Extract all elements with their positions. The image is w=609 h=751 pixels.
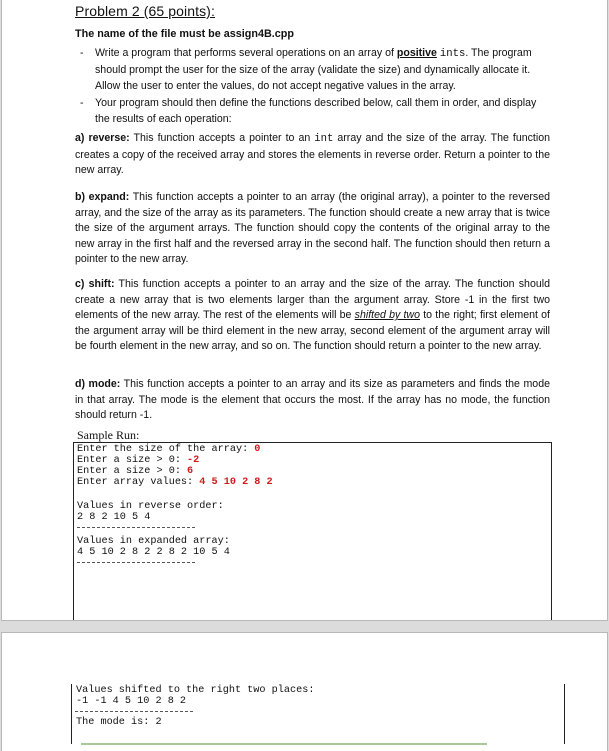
separator — [77, 527, 195, 528]
requirements-list — [80, 45, 550, 127]
reverse-description: a) reverse: This function accepts a pointer to an int array and the size of the array. The function creates a copy of the received array and stores the elements in reverse order. Return a pointer to the new array. — [75, 132, 550, 176]
mode-description: d) mode: This function accepts a pointer to an array and its size as parameters and finds the mode in that array. The mode is the element that occurs the most. If the array has no mode, the function should return -1. — [75, 378, 550, 421]
console-line: Enter array values: 4 5 10 2 8 2 — [77, 477, 273, 488]
bullet-item: - Your program should then define the functions described below, call them in order, and display the results of each operation: — [80, 96, 537, 125]
console-line: The mode is: 2 — [76, 717, 162, 728]
console-line: 4 5 10 2 8 2 2 8 2 10 5 4 — [77, 547, 230, 558]
problem-title: Problem 2 (65 points): — [75, 3, 215, 19]
shift-description: c) shift: This function accepts a pointer to an array and the size of the array. The function should create a new array that is two elements larger than the argument array. Store -1 in the first two elements of the new array. The rest of the elements will be shifted by two to the right; first element of the argument array will be third element in the new array, second element of the argument array will be fourth element in the new array, and so on. The function should return a pointer to the new array. — [75, 278, 550, 352]
sample-run-label: Sample Run: — [77, 428, 140, 442]
bullet-dash-icon: - — [80, 96, 84, 109]
console-line: Enter a size > 0: 6 — [77, 466, 194, 477]
console-line: Enter a size > 0: -2 — [77, 455, 200, 466]
console-line: Enter the size of the array: 0 — [77, 444, 261, 455]
separator — [77, 562, 195, 563]
bullet-dash-icon: - — [80, 47, 84, 59]
bullet-item: - Write a program that performs several operations on an array of positive ints. The program should prompt the user for the size of the array (validate the size) and dynamically allocate it. Allow the user to enter the values, do not accept negative values in the array. — [80, 47, 532, 93]
console-line: 2 8 2 10 5 4 — [77, 512, 151, 523]
file-name-requirement: The name of the file must be assign4B.cpp — [75, 28, 294, 40]
expand-description: b) expand: This function accepts a pointer to an array (the original array), a pointer to the reversed array, and the size of the array as its parameters. The function should create a new array that is twice the size of the argument arrays. The function should copy the contents of the original array to the new array in the first half and the reversed array in the second half. The function should then return a pointer to the new array. — [75, 191, 550, 265]
separator — [75, 711, 193, 712]
console-line: Values in expanded array: — [77, 536, 230, 547]
sample-run-box-2 — [71, 684, 565, 744]
footer-rule — [81, 743, 487, 745]
console-line: Values in reverse order: — [77, 501, 224, 512]
sample-run-box-1 — [73, 442, 552, 620]
console-line: Values shifted to the right two places: — [76, 685, 315, 696]
console-line: -1 -1 4 5 10 2 8 2 — [76, 696, 187, 707]
